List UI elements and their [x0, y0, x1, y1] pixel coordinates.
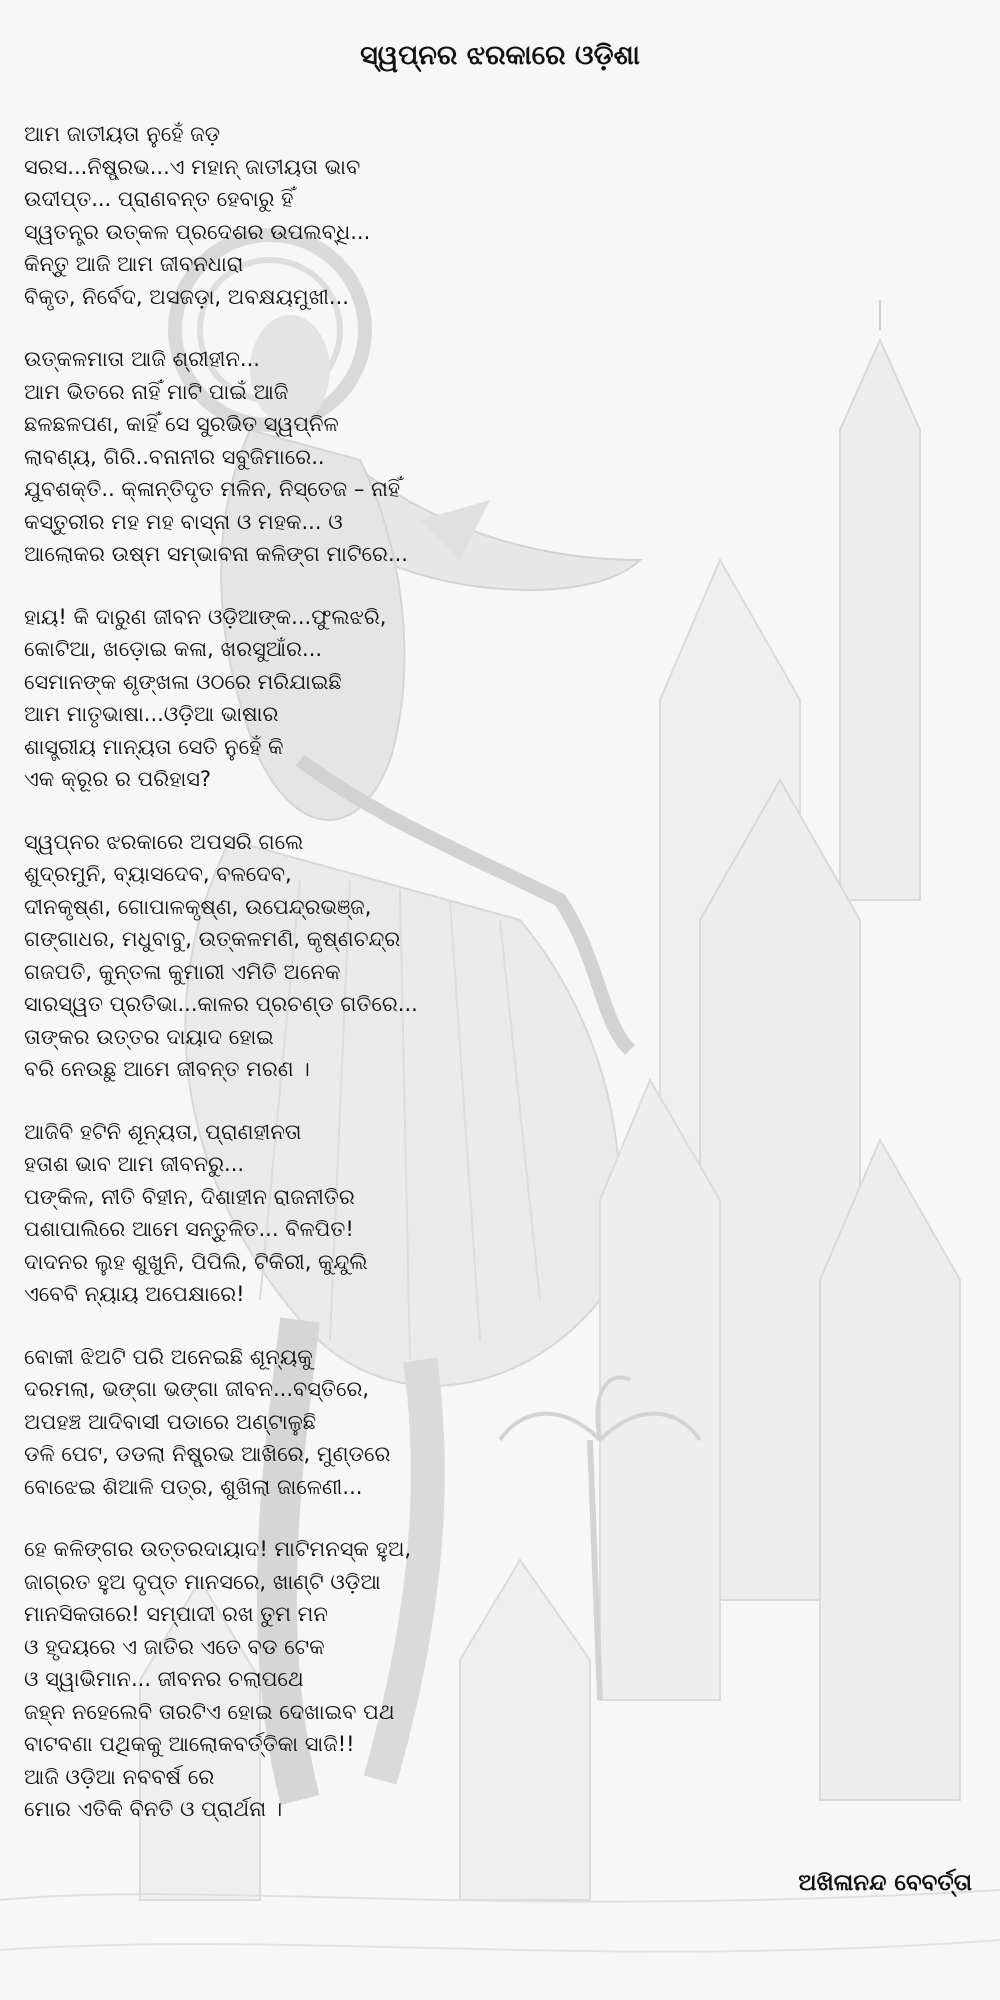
poem-line: ଆମ ମାତୃଭାଷା...ଓଡ଼ିଆ ଭାଷାର: [24, 702, 279, 726]
stanza-7: [24, 1533, 624, 1826]
poem-line: ଲାବଣ୍ୟ, ଗିରି..ବନାନୀର ସବୁଜିମାରେ..: [24, 444, 325, 469]
poem-line: ଶାସ୍ତ୍ରୀୟ ମାନ୍ୟତା ସେତି ନୁହେଁ କି: [24, 734, 284, 759]
poem-line: ଡଳି ପେଟ, ଡଡଲା ନିଷ୍ପ୍ରଭ ଆଖିରେ, ମୁଣ୍ଡରେ: [24, 1442, 391, 1466]
poem-line: ବାଟବଣା ପଥିକକୁ ଆଲୋକବର୍ତ୍ତିକା ସାଜି!!: [24, 1732, 355, 1756]
poem-line: ଉତ୍କଳମାତା ଆଜି ଶ୍ରୀହୀନ...: [24, 347, 260, 371]
poem-line: ଓ ହୃଦୟରେ ଏ ଜାତିର ଏତେ ବଡ ଟେକ: [24, 1634, 325, 1659]
poem-line: ପଙ୍କିଳ, ନୀତି ବିହୀନ, ଦିଶାହୀନ ରାଜନୀତିର: [24, 1184, 355, 1209]
stanza-3: [24, 601, 624, 796]
poem-line: ଶୁଦ୍ରମୁନି, ବ୍ୟାସଦେବ, ବଳଦେବ,: [24, 862, 292, 886]
poem-line: କିନ୍ତୁ ଆଜି ଆମ ଜୀବନଧାରା: [24, 252, 244, 276]
poem-line: କୋଟିଆ, ଖଡ଼ୋଇ କଳା, ଖରସୁଆଁର...: [24, 637, 323, 661]
poem-line: ବୋଝେଇ ଶିଆଳି ପତ୍ର, ଶୁଖିଲା ଜାଳେଣୀ...: [24, 1474, 363, 1499]
poem-line: ତାଙ୍କର ଉତ୍ତର ଦାୟାଦ ହୋଇ: [24, 1024, 274, 1049]
stanza-2: [24, 343, 624, 571]
poem-line: ଜାଗ୍ରତ ହୁଅ ଦୃପ୍ତ ମାନସରେ, ଖାଣ୍ଟି ଓଡ଼ିଆ: [24, 1569, 381, 1594]
poem-line: ଆମ ଭିତରେ ନାହିଁ ମାଟି ପାଇଁ ଆଜି: [24, 379, 289, 404]
poem-line: ହତାଶ ଭାବ ଆମ ଜୀବନରୁ...: [24, 1152, 245, 1176]
poem-line: ଜହ୍ନ ନହେଲେବି ତାରଟିଏ ହୋଇ ଦେଖାଇବ ପଥ: [24, 1699, 395, 1724]
poem-line: ଓ ସ୍ୱାଭିମାନ... ଜୀବନର ଚଲାପଥେ: [24, 1667, 304, 1691]
poem-line: ସ୍ୱପ୍ନର ଝରକାରେ ଅପସରି ଗଲେ: [24, 829, 304, 854]
poem-line: ଛଳଛଳପଣ, କାହିଁ ସେ ସୁରଭିତ ସ୍ୱପ୍ନିଳ: [24, 412, 339, 436]
poem-line: ଆଜି ଓଡ଼ିଆ ନବବର୍ଷ ରେ: [24, 1764, 215, 1789]
poem-line: ବିକୃତ, ନିର୍ବେଦ, ଅସଜଡ଼ା, ଅବକ୍ଷୟମୁଖୀ...: [24, 284, 349, 309]
poem-line: ଉଦୀପ୍ତ... ପ୍ରାଣବନ୍ତ ହେବାରୁ ହିଁ: [24, 187, 294, 211]
stanza-1: [24, 118, 624, 313]
poem-line: ଏକ କ୍ରୂର ର ପରିହାସ?: [24, 767, 212, 791]
poem-line: ସରସ...ନିଷ୍ପ୍ରଭ...ଏ ମହାନ୍ ଜାତୀୟତା ଭାବ: [24, 154, 361, 179]
poem-line: କସ୍ତୁରୀର ମହ ମହ ବାସ୍ନା ଓ ମହକ... ଓ: [24, 509, 343, 534]
poem-line: ହେ କଳିଙ୍ଗର ଉତ୍ତରଦାୟାଦ! ମାଟିମନସ୍କ ହୁଅ,: [24, 1537, 412, 1561]
poem-line: ମୋର ଏତିକି ବିନତି ଓ ପ୍ରାର୍ଥନା ।: [24, 1797, 283, 1821]
poem-line: ସାରସ୍ୱତ ପ୍ରତିଭା...କାଳର ପ୍ରଚଣ୍ଡ ଗତିରେ...: [24, 992, 418, 1016]
poem-line: ଅପହଞ୍ଚ ଆଦିବାସୀ ପଡାରେ ଅଣ୍ଟାଳୁଛି: [24, 1409, 317, 1434]
poem-line: ଆମ ଜାତୀୟତା ନୁହେଁ ଜଡ଼: [24, 122, 221, 146]
poem-line: ଆଲୋକର ଉଷ୍ମ ସମ୍ଭାବନା କଳିଙ୍ଗ ମାଟିରେ...: [24, 542, 408, 566]
poem-line: ଗଙ୍ଗାଧର, ମଧୁବାବୁ, ଉତ୍କଳମଣି, କୃଷ୍ଣଚନ୍ଦ୍ର: [24, 927, 401, 951]
stanza-6: [24, 1341, 624, 1504]
poem-line: ଆଜିବି ହଟିନି ଶୂନ୍ୟତା, ପ୍ରାଣହୀନତା: [24, 1119, 302, 1144]
poem-body: [24, 118, 624, 1856]
poem-line: ଏବେବି ନ୍ୟାୟ ଅପେକ୍ଷାରେ!: [24, 1282, 245, 1306]
poem-line: ସ୍ୱତନ୍ତ୍ର ଉତ୍କଳ ପ୍ରଦେଶର ଉପଲବ୍ଧି...: [24, 219, 371, 244]
poem-line: ମାନସିକତାରେ! ସମ୍ପାଦୀ ରଖ ତୁମ ମନ: [24, 1602, 328, 1626]
stanza-5: [24, 1116, 624, 1311]
poem-title: ସ୍ୱପ୍ନର ଝରକାରେ ଓଡ଼ିଶା: [360, 40, 640, 71]
poem-line: ଦାଦନର ଲୁହ ଶୁଖୁନି, ପିପିଲି, ଟିକିରୀ, କୁନ୍ଦୁଲି: [24, 1249, 368, 1274]
poem-line: ହାୟ! କି ଦାରୁଣ ଜୀବନ ଓଡ଼ିଆଙ୍କ...ଫୁଲଝରି,: [24, 604, 387, 629]
author-signature: ଅଖିଳାନନ୍ଦ ବେବର୍ତ୍ତା: [798, 1870, 972, 1896]
poem-line: ଦୀନକୃଷ୍ଣ, ଗୋପାଳକୃଷ୍ଣ, ଉପେନ୍ଦ୍ରଭଞ୍ଜ,: [24, 894, 372, 919]
poem-line: ବୋକୀ ଝିଅଟି ପରି ଅନେଇଛି ଶୂନ୍ୟକୁ: [24, 1344, 313, 1369]
poem-line: ବରି ନେଉଛୁ ଆମେ ଜୀବନ୍ତ ମରଣ ।: [24, 1057, 310, 1081]
poem-line: ସେମାନଙ୍କ ଶୃଙ୍ଖଳା ଓଠରେ ମରିଯାଇଛି: [24, 669, 342, 694]
poem-line: ଦରମଲା, ଭଙ୍ଗା ଭଙ୍ଗା ଜୀବନ...ବସ୍ତିରେ,: [24, 1377, 370, 1401]
stanza-4: [24, 826, 624, 1086]
poem-line: ପଶାପାଲିରେ ଆମେ ସନ୍ତୁଳିତ... ବିଳପିତ!: [24, 1217, 354, 1241]
poem-line: ଯୁବଶକ୍ତି.. କ୍ଳାନ୍ତିଦୃତ ମଳିନ, ନିସ୍ତେଜ – ନାହିଁ: [24, 477, 401, 501]
poem-line: ଗଜପତି, କୁନ୍ତଳା କୁମାରୀ ଏମିତି ଅନେକ: [24, 959, 341, 984]
